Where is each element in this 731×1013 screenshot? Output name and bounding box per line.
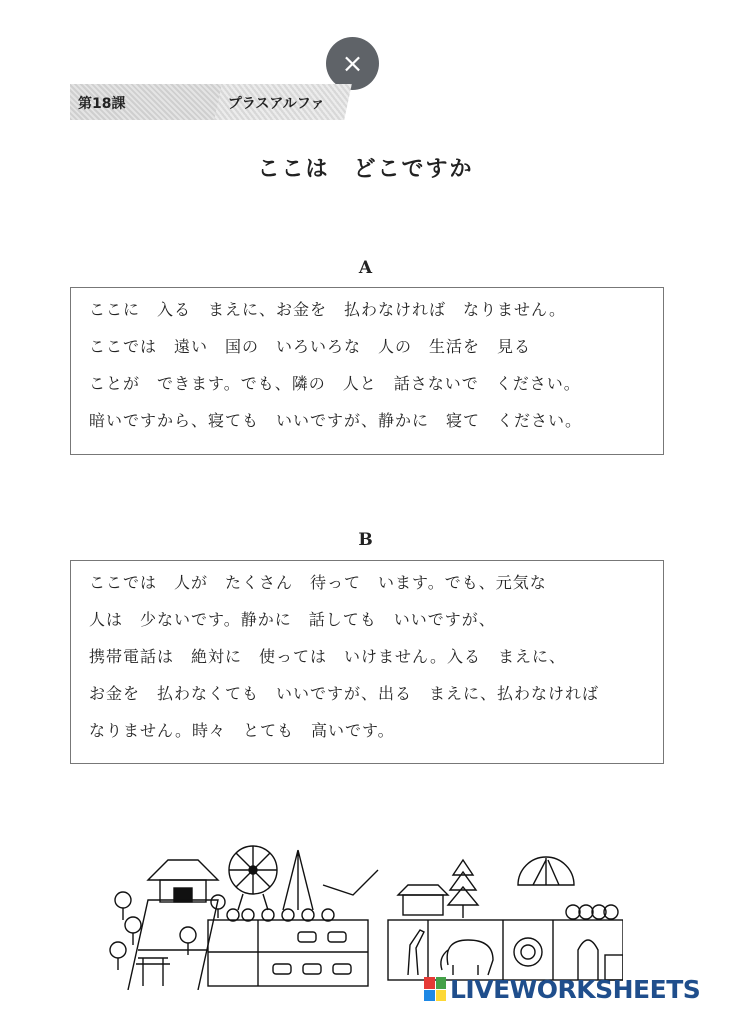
passage-line: ことが できます。でも、隣の 人と 話さないで ください。 (89, 374, 581, 393)
section-a-label: A (358, 258, 373, 278)
lesson-banner (70, 84, 325, 120)
passage-line: 携帯電話は 絶対に 使っては いけません。入る まえに、 (89, 647, 566, 666)
liveworksheets-logo-icon (424, 977, 446, 1001)
passage-line: 暗いですから、寝ても いいですが、静かに 寝て ください。 (89, 411, 583, 430)
watermark-text: LIVEWORKSHEETS (450, 974, 701, 1004)
lesson-number: 第18課 (78, 96, 126, 112)
section-a-passage (70, 287, 664, 455)
zoo-drawing (388, 857, 623, 980)
passage-line: ここでは 人が たくさん 待って います。でも、元気な (89, 573, 547, 592)
lesson-subtitle-tab (214, 84, 352, 120)
passage-line: なりません。時々 とても 高いです。 (89, 721, 395, 740)
close-button[interactable] (326, 37, 379, 90)
section-b-label: B (358, 530, 373, 550)
lesson-subtitle: プラスアルファ (227, 96, 325, 112)
passage-line: ここでは 遠い 国の いろいろな 人の 生活を 見る (89, 337, 532, 356)
liveworksheets-watermark (424, 974, 700, 1004)
passage-line: ここに 入る まえに、お金を 払わなければ なりません。 (89, 300, 566, 319)
amusement-park-drawing (110, 846, 378, 990)
passage-line: お金を 払わなくても いいですが、出る まえに、払わなければ (89, 684, 600, 703)
close-icon: × (341, 48, 364, 79)
page-title: ここは どこですか (257, 157, 474, 182)
section-b-passage (70, 560, 664, 764)
passage-line: 人は 少ないです。静かに 話しても いいですが、 (89, 610, 496, 629)
park-and-zoo-illustration (108, 840, 623, 990)
